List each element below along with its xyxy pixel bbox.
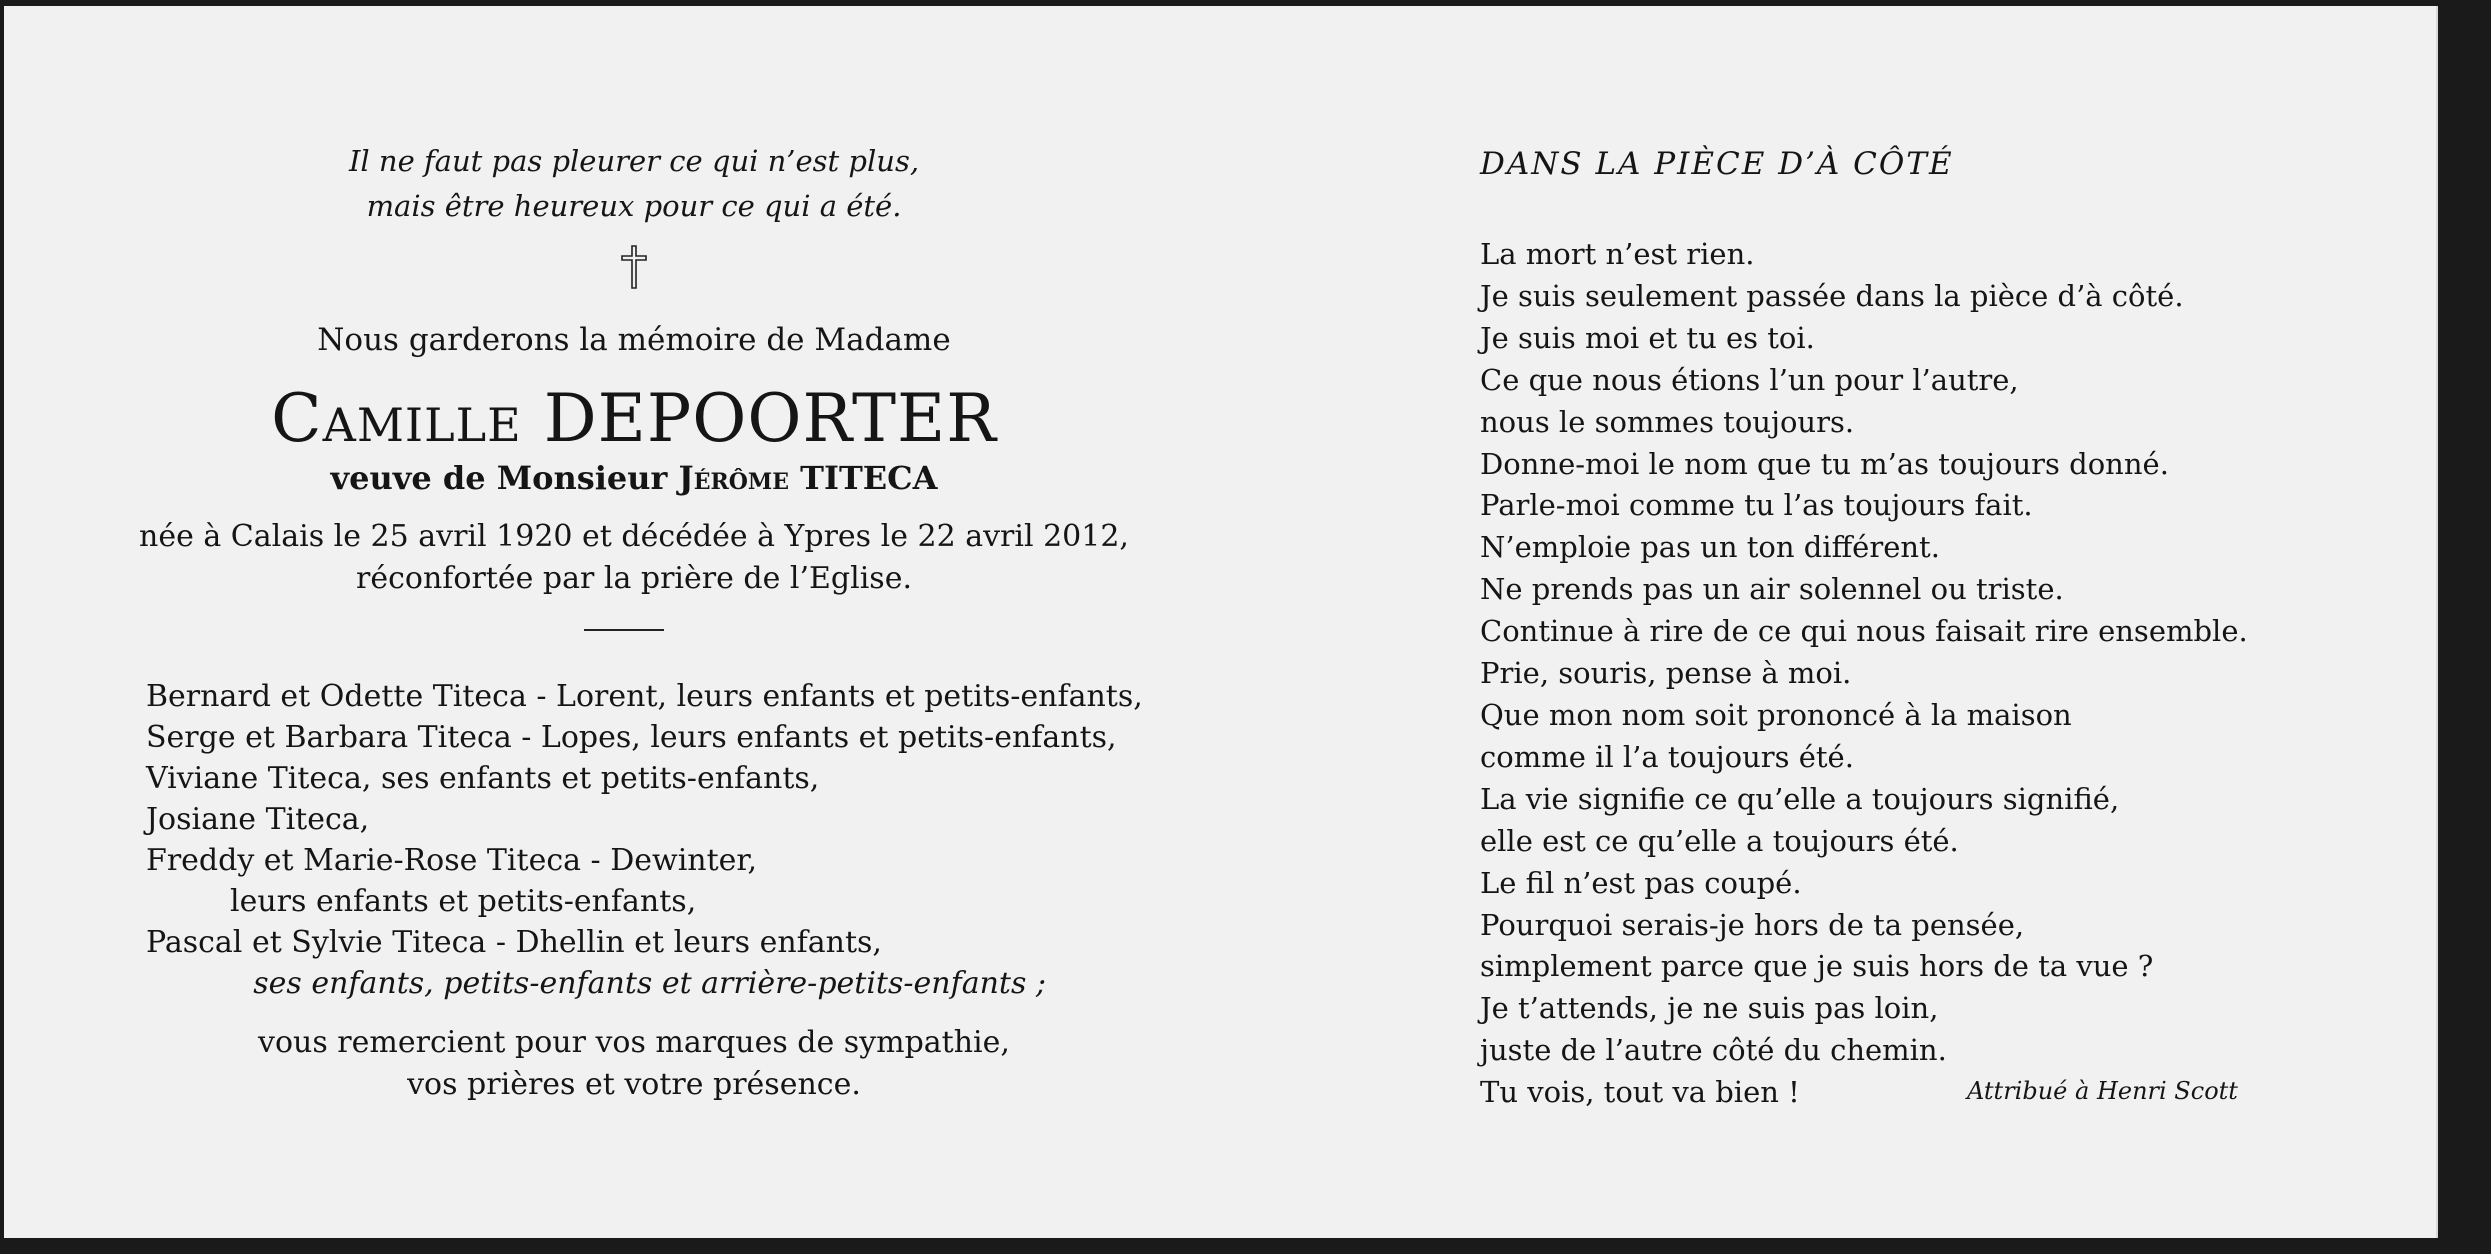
family-line: Pascal et Sylvie Titeca - Dhellin et leurs enfants, — [146, 925, 882, 960]
poem-line: La vie signifie ce qu’elle a toujours signifié, — [1480, 781, 2120, 816]
quote-line: Il ne faut pas pleurer ce qui n’est plus, — [348, 144, 920, 178]
left-panel — [134, 6, 1143, 1238]
poem-line: La mort n’est rien. — [1480, 237, 1755, 271]
thanks-line: vous remercient pour vos marques de sympathie, — [258, 1025, 1010, 1060]
poem-attribution: Attribué à Henri Scott — [1967, 1077, 2238, 1105]
poem-line: N’emploie pas un ton différent. — [1480, 530, 1940, 565]
poem-line: juste de l’autre côté du chemin. — [1480, 1033, 1947, 1068]
poem-line: Ne prends pas un air solennel ou triste. — [1480, 572, 2064, 607]
deceased-name — [134, 380, 1134, 457]
dates-line: née à Calais le 25 avril 1920 et décédée à Ypres le 22 avril 2012, — [139, 519, 1129, 554]
poem-line: Je t’attends, je ne suis pas loin, — [1480, 991, 1939, 1026]
poem-line: Tu vois, tout va bien ! — [1480, 1075, 1800, 1110]
poem-line: nous le sommes toujours. — [1480, 404, 1855, 439]
thanks-text — [134, 1022, 1134, 1106]
poem-line: Ce que nous étions l’un pour l’autre, — [1480, 362, 2019, 397]
poem-line: Que mon nom soit prononcé à la maison — [1480, 697, 2072, 732]
deceased-last-name: DEPOORTER — [543, 380, 997, 457]
intro-text: Nous garderons la mémoire de Madame — [317, 322, 951, 358]
divider — [584, 629, 664, 631]
opening-quote — [134, 139, 1134, 229]
spouse-last-name: TITECA — [800, 459, 938, 497]
deceased-first-name: Camille — [271, 380, 522, 457]
right-panel — [1474, 6, 2374, 1238]
quote-line: mais être heureux pour ce qui a été. — [366, 189, 902, 223]
poem-line: Pourquoi serais-je hors de ta pensée, — [1480, 907, 2025, 942]
family-line: ses enfants, petits-enfants et arrière-petits-enfants ; — [253, 966, 1046, 1001]
poem-line: Je suis moi et tu es toi. — [1480, 320, 1815, 355]
cross-icon — [619, 244, 649, 290]
family-line: Serge et Barbara Titeca - Lopes, leurs enfants et petits-enfants, — [146, 720, 1117, 755]
poem-title: DANS LA PIÈCE D’À CÔTÉ — [1480, 146, 1954, 182]
poem-line: Je suis seulement passée dans la pièce d’à côté. — [1480, 278, 2184, 313]
family-line: Viviane Titeca, ses enfants et petits-enfants, — [146, 761, 820, 796]
widow-line — [134, 459, 1134, 497]
dates-line: réconfortée par la prière de l’Eglise. — [356, 561, 912, 596]
thanks-line: vos prières et votre présence. — [407, 1067, 861, 1102]
poem-line: Parle-moi comme tu l’as toujours fait. — [1480, 488, 2033, 523]
poem-line: Prie, souris, pense à moi. — [1480, 656, 1852, 691]
memorial-card — [4, 6, 2438, 1238]
poem-line: elle est ce qu’elle a toujours été. — [1480, 823, 1959, 858]
scan-edge — [2439, 0, 2491, 1254]
poem — [1480, 234, 2380, 1114]
widow-prefix: veuve de Monsieur — [330, 459, 668, 497]
family-line: Bernard et Odette Titeca - Lorent, leurs enfants et petits-enfants, — [146, 679, 1143, 714]
birth-death-details — [134, 516, 1134, 600]
spouse-first-name: Jérôme — [678, 459, 790, 497]
poem-line: Donne-moi le nom que tu m’as toujours donné. — [1480, 446, 2169, 481]
poem-line: Le fil n’est pas coupé. — [1480, 865, 1802, 900]
family-line: leurs enfants et petits-enfants, — [230, 884, 697, 919]
family-line: Freddy et Marie-Rose Titeca - Dewinter, — [146, 843, 758, 878]
poem-line: simplement parce que je suis hors de ta vue ? — [1480, 949, 2154, 984]
poem-line: comme il l’a toujours été. — [1480, 739, 1854, 774]
family-list — [146, 676, 1146, 1004]
poem-line: Continue à rire de ce qui nous faisait rire ensemble. — [1480, 614, 2248, 649]
family-line: Josiane Titeca, — [146, 802, 370, 837]
